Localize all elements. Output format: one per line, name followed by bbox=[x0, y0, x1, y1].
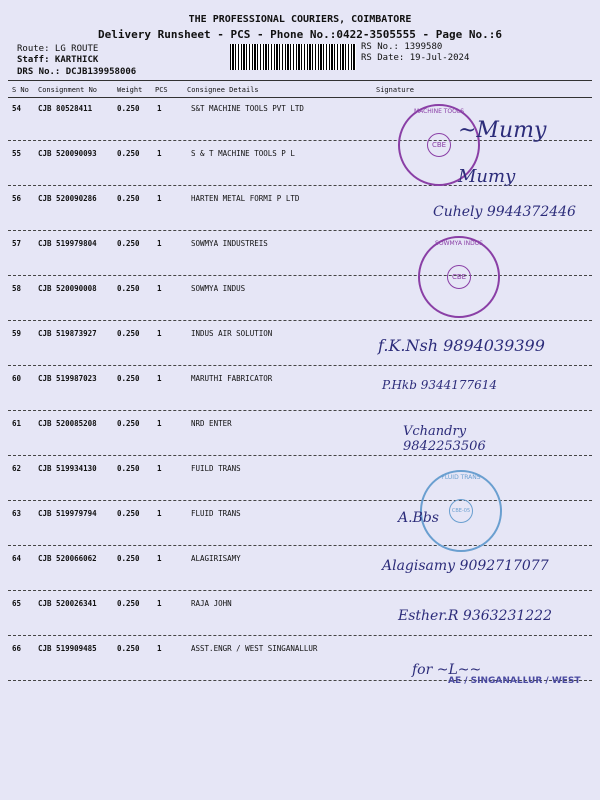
row-consignee: INDUS AIR SOLUTION bbox=[191, 329, 273, 338]
row-consignment-no: CJB 520026341 bbox=[38, 599, 97, 608]
row-pcs: 1 bbox=[157, 284, 162, 293]
signature-60-scribble: P.Hkb bbox=[382, 378, 421, 392]
row-sno: 58 bbox=[12, 284, 22, 293]
row-sno: 60 bbox=[12, 374, 22, 383]
row-pcs: 1 bbox=[157, 104, 162, 113]
row-pcs: 1 bbox=[157, 374, 162, 383]
row-weight: 0.250 bbox=[117, 509, 140, 518]
row-pcs: 1 bbox=[157, 149, 162, 158]
row-pcs: 1 bbox=[157, 194, 162, 203]
row-divider bbox=[8, 365, 592, 366]
row-consignee: FUILD TRANS bbox=[191, 464, 241, 473]
row-divider bbox=[8, 455, 592, 456]
row-weight: 0.250 bbox=[117, 419, 140, 428]
table-header-rule bbox=[8, 97, 592, 98]
row-sno: 63 bbox=[12, 509, 22, 518]
row-pcs: 1 bbox=[157, 509, 162, 518]
row-consignee: ASST.ENGR / WEST SINGANALLUR bbox=[191, 644, 318, 653]
drs-number: DRS No.: DCJB139958006 bbox=[17, 67, 137, 77]
signature-64: Alagisamy 9092717077 bbox=[382, 558, 549, 574]
row-weight: 0.250 bbox=[117, 239, 140, 248]
table-row bbox=[0, 239, 600, 284]
row-weight: 0.250 bbox=[117, 149, 140, 158]
row-consignment-no: CJB 519873927 bbox=[38, 329, 97, 338]
row-sno: 65 bbox=[12, 599, 22, 608]
row-divider bbox=[8, 320, 592, 321]
row-weight: 0.250 bbox=[117, 464, 140, 473]
signature-59: f.K.Nsh 9894039399 bbox=[378, 336, 545, 355]
staff-label: Staff: KARTHICK bbox=[17, 55, 99, 65]
rs-number: RS No.: 1399580 bbox=[361, 42, 443, 52]
row-weight: 0.250 bbox=[117, 104, 140, 113]
signature-60: P.Hkb 9344177614 bbox=[382, 378, 498, 392]
row-consignment-no: CJB 519934130 bbox=[38, 464, 97, 473]
row-consignee: ALAGIRISAMY bbox=[191, 554, 241, 563]
row-divider bbox=[8, 410, 592, 411]
row-consignee: MARUTHI FABRICATOR bbox=[191, 374, 273, 383]
row-divider bbox=[8, 230, 592, 231]
rs-date: RS Date: 19-Jul-2024 bbox=[361, 53, 470, 63]
table-top-rule bbox=[8, 80, 592, 81]
row-consignee: S&T MACHINE TOOLS PVT LTD bbox=[191, 104, 304, 113]
row-sno: 62 bbox=[12, 464, 22, 473]
row-pcs: 1 bbox=[157, 599, 162, 608]
signature-56-scribble: Cuhely bbox=[433, 204, 487, 220]
row-consignee: S & T MACHINE TOOLS P L bbox=[191, 149, 295, 158]
row-sno: 66 bbox=[12, 644, 22, 653]
row-consignee: FLUID TRANS bbox=[191, 509, 241, 518]
row-consignment-no: CJB 80528411 bbox=[38, 104, 93, 113]
barcode bbox=[230, 44, 356, 70]
sowmya-seal-stamp: SOWMYA INDUS CBE bbox=[418, 236, 500, 318]
ae-singanallur-stamp: AE / SINGANALLUR / WEST bbox=[448, 676, 581, 686]
row-sno: 61 bbox=[12, 419, 22, 428]
row-consignment-no: CJB 520090008 bbox=[38, 284, 97, 293]
col-pcs-header: PCS bbox=[155, 86, 168, 94]
col-consignment-header: Consignment No bbox=[38, 86, 98, 94]
row-pcs: 1 bbox=[157, 554, 162, 563]
row-pcs: 1 bbox=[157, 644, 162, 653]
row-pcs: 1 bbox=[157, 464, 162, 473]
route-label: Route: LG ROUTE bbox=[17, 44, 99, 54]
row-weight: 0.250 bbox=[117, 554, 140, 563]
row-divider bbox=[8, 590, 592, 591]
signature-54: ~Mumy bbox=[458, 118, 547, 143]
signature-66-scribble: ~L~~ bbox=[436, 662, 482, 678]
row-weight: 0.250 bbox=[117, 374, 140, 383]
row-weight: 0.250 bbox=[117, 599, 140, 608]
row-pcs: 1 bbox=[157, 239, 162, 248]
signature-61-scribble: Vchandry bbox=[403, 424, 467, 439]
row-sno: 64 bbox=[12, 554, 22, 563]
row-consignee: HARTEN METAL FORMI P LTD bbox=[191, 194, 300, 203]
signature-63: A.Bbs bbox=[398, 510, 439, 526]
row-consignment-no: CJB 520090286 bbox=[38, 194, 97, 203]
row-weight: 0.250 bbox=[117, 644, 140, 653]
row-sno: 59 bbox=[12, 329, 22, 338]
row-consignment-no: CJB 519987023 bbox=[38, 374, 97, 383]
row-consignment-no: CJB 520090093 bbox=[38, 149, 97, 158]
company-title: THE PROFESSIONAL COURIERS, COIMBATORE bbox=[188, 14, 412, 25]
signature-64-scribble: Alagisamy bbox=[382, 558, 460, 574]
row-consignment-no: CJB 520085208 bbox=[38, 419, 97, 428]
row-weight: 0.250 bbox=[117, 329, 140, 338]
row-weight: 0.250 bbox=[117, 284, 140, 293]
runsheet-subtitle: Delivery Runsheet - PCS - Phone No.:0422-3505555 - Page No.:6 bbox=[98, 28, 502, 41]
row-pcs: 1 bbox=[157, 419, 162, 428]
company-seal-stamp: MACHINE TOOLS CBE bbox=[398, 104, 480, 186]
row-divider bbox=[8, 635, 592, 636]
row-consignment-no: CJB 520066062 bbox=[38, 554, 97, 563]
col-consignee-header: Consignee Details bbox=[187, 86, 259, 94]
signature-55: Mumy bbox=[458, 166, 516, 187]
table-row bbox=[0, 374, 600, 419]
row-divider bbox=[8, 275, 592, 276]
signature-56: Cuhely 9944372446 bbox=[433, 204, 576, 220]
row-sno: 56 bbox=[12, 194, 22, 203]
row-sno: 55 bbox=[12, 149, 22, 158]
row-sno: 54 bbox=[12, 104, 22, 113]
col-sno-header: S No bbox=[12, 86, 29, 94]
table-row bbox=[0, 464, 600, 509]
col-weight-header: Weight bbox=[117, 86, 143, 94]
table-row bbox=[0, 509, 600, 554]
signature-65: Esther.R 9363231222 bbox=[398, 608, 552, 624]
row-weight: 0.250 bbox=[117, 194, 140, 203]
row-consignment-no: CJB 519979794 bbox=[38, 509, 97, 518]
row-consignee: NRD ENTER bbox=[191, 419, 232, 428]
signature-66: for ~L~~ bbox=[412, 662, 482, 678]
row-consignment-no: CJB 519909485 bbox=[38, 644, 97, 653]
row-consignment-no: CJB 519979804 bbox=[38, 239, 97, 248]
signature-59-scribble: f.K.Nsh bbox=[378, 336, 444, 355]
row-divider bbox=[8, 545, 592, 546]
signature-61: Vchandry 9842253506 bbox=[403, 424, 553, 454]
row-consignee: SOWMYA INDUS bbox=[191, 284, 246, 293]
row-pcs: 1 bbox=[157, 329, 162, 338]
row-sno: 57 bbox=[12, 239, 22, 248]
col-signature-header: Signature bbox=[376, 86, 414, 94]
fluid-trans-stamp: FLUID TRANS CBE-05 bbox=[420, 470, 502, 552]
row-divider bbox=[8, 500, 592, 501]
row-consignee: RAJA JOHN bbox=[191, 599, 232, 608]
row-consignee: SOWMYA INDUSTREIS bbox=[191, 239, 268, 248]
table-row bbox=[0, 284, 600, 329]
